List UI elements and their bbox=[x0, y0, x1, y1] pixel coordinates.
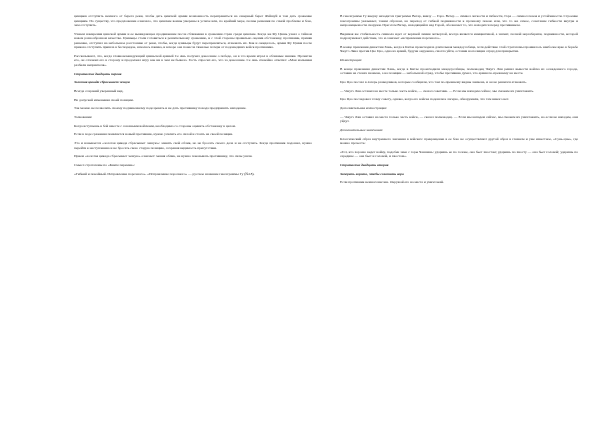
right-paragraph: В конце правления династии Хань, когда в Китае происходила длительная междоусобица, хотя действие этой стратагемы проявилось наиболее ярко в борьбе Чжугэ Ляна против Цао Цао, одна из армий, будучи окружена, смогла уйти, оставив на позиции отряд для прикрытия. bbox=[340, 44, 578, 54]
right-paragraph: Если противник немногочислен. Окружай его на месте и уничтожай. bbox=[340, 180, 445, 185]
right-paragraph: В конце правления династии Хань, когда в Китае происходили междоусобицы, полководец Чжугэ Лян решил вывести войска из осажденного города, оставив на стенах знамена, а на позиции — небольшой отряд, чтобы противник думал, что армия по-прежнему на месте. bbox=[340, 66, 578, 76]
right-paragraph: Видимая же стабильность символа идет от верхней линии четвертой, всегда является инициативой, а значит, полной неразберихи, подвижности, которой подразумевает действие, это и означает «исправление порочного». bbox=[340, 31, 578, 41]
right-paragraph: «Тот, кто хорошо ведет войну, подобен змее с горы Чаншань: ударишь ее по голове, она бьет хвостом; ударишь по хвосту — она бьет головой; ударишь по середине — она бьет и головой, и хвостом». bbox=[340, 149, 578, 159]
right-paragraph: Классический образ внутреннего значения в войсках: прекращение в ее бою не осуществляют другой образ в главном и уже известное, «Сунь-цзы», где можно прочесть: bbox=[340, 136, 578, 146]
right-paragraph: Запереть ворота, чтобы схватить вора bbox=[340, 171, 404, 176]
left-paragraph: Когда вступаешь в бой вместе с союзными войсками, необходимо со стороны оценить обстановку в целом. bbox=[74, 123, 236, 128]
right-paragraph: Дополнительные замечания: bbox=[340, 127, 384, 132]
right-paragraph: Стратагема двадцать вторая bbox=[340, 162, 389, 167]
right-paragraph: Иллюстрация: bbox=[340, 58, 363, 63]
left-paragraph: Золотая цикада сбрасывает чешую bbox=[74, 80, 131, 85]
right-paragraph: В гексаграмме Гу вверху находится триграмма Ветер, внизу — Гора. Ветер — символ легкости и гибкости, Гора — символ покоя и устойчивости. Строение гексаграммы указывает, таким образом, на переход от гибкой подвижности к прочному покою или, что то же самое, сочетание гибкости внутри и непроницаемости снаружи. При этом Ветер, находящийся над Горой, обозначает то, что находится перед противником. bbox=[340, 14, 578, 27]
left-paragraph: Всегда сохраняй уверенный вид, bbox=[74, 88, 124, 93]
left-paragraph: Узнаем намерения цинской армии и ее выжидающее продвижение после сближения в сражении стран среди цинские. Когда же Фу Цзянь узнал о тайном новом разнообразном качестве. Цзиньцы стали готовиться к решительному сражению, и с этой стороны правильно оценив обстановку, противник, приняв решение, отступил на небольшое расстояние от реки, чтобы, когда цзиньцы будут переправляться, атаковать их. Как и ожидалось, армия Фу Цзяня после приказа отступить пришла в беспорядок, началась паника, и вскоре она понесла тяжелые потери от подошедших войск противника. bbox=[74, 31, 312, 50]
left-paragraph: Рассказывают, что, когда главнокомандующий цзиньской армией Се Ань получил донесение о победе, он в это время играл в облавные шашки. Прочитав его, он отложил его в сторону и продолжал игру как ни в чем не бывало. Гость спросил его, что за донесение. Се Ань спокойно ответил: «Мои мальчики разбили неприятеля». bbox=[74, 53, 312, 67]
right-paragraph: Дополнительная иллюстрация: bbox=[340, 106, 387, 110]
left-paragraph: Не допускай изменения своей позиции. bbox=[74, 97, 134, 102]
left-page bbox=[74, 14, 312, 418]
right-page bbox=[340, 14, 578, 418]
right-paragraph: — Чжугэ Лян оставил на месте только часть войск, — сказал полководец. — Если мы нападем сейчас, мы сможем их уничтожить, но если не нападем, они уйдут. bbox=[340, 114, 578, 124]
right-paragraph: Цао Цао послал в лагерь разведчиков, которые сообщили, что там по-прежнему видны знамена, и он не решился атаковать. bbox=[340, 79, 527, 84]
left-paragraph: Это и называется «золотая цикада сбрасывает чешую»: менять свой облик, но не бросать своего дела и не отступать. Когда противник подошел, нужно перейти к наступлению и не бросать свою старую позицию, сохраняя видимость присутствия. bbox=[74, 141, 312, 150]
left-paragraph: Толкование: bbox=[74, 115, 93, 119]
left-paragraph: цинциев отступить немного от берега реки, чтобы дать цинской армии возможность переправиться на северный берег Фэйшуй и там дать сражение цинциям. По существу, это предложение означало, что цинские воины умерены в успехе или, по крайней мере, полны решения по самой проблеме и бою, чем отступить. bbox=[74, 14, 312, 27]
left-paragraph: Если в ходе сражения появляется новый противник, нужно усилить его силой и стоять на своей позиции. bbox=[74, 132, 234, 137]
left-paragraph: Стратагема двадцать первая bbox=[74, 71, 122, 76]
right-paragraph: Цао Цао последовал этому совету, однако, когда его войска подошли к лагерю, обнаружили, что там никого нет. bbox=[340, 97, 510, 102]
left-paragraph: Так можно не позволить своему подчиненному подозревать и не дать противнику повода предпринять нападение. bbox=[74, 106, 247, 111]
left-paragraph: Прием «золотая цикада сбрасывает чешую» означает: меняя облик, не нужно показывать противнику, что силы ушли. bbox=[74, 154, 253, 159]
right-paragraph: — Чжугэ Лян оставил на месте только часть войск, — сказал советник. — Если мы нападем сейчас, мы сможем их уничтожить. bbox=[340, 88, 534, 93]
left-paragraph: Смысл стратагемы по «Книге перемен»: bbox=[74, 162, 135, 167]
left-paragraph: «Гибкий и покойный. Исправление порочного». «Исправление порочного» — русское название гексаграммы Гу (№18). bbox=[74, 171, 255, 176]
